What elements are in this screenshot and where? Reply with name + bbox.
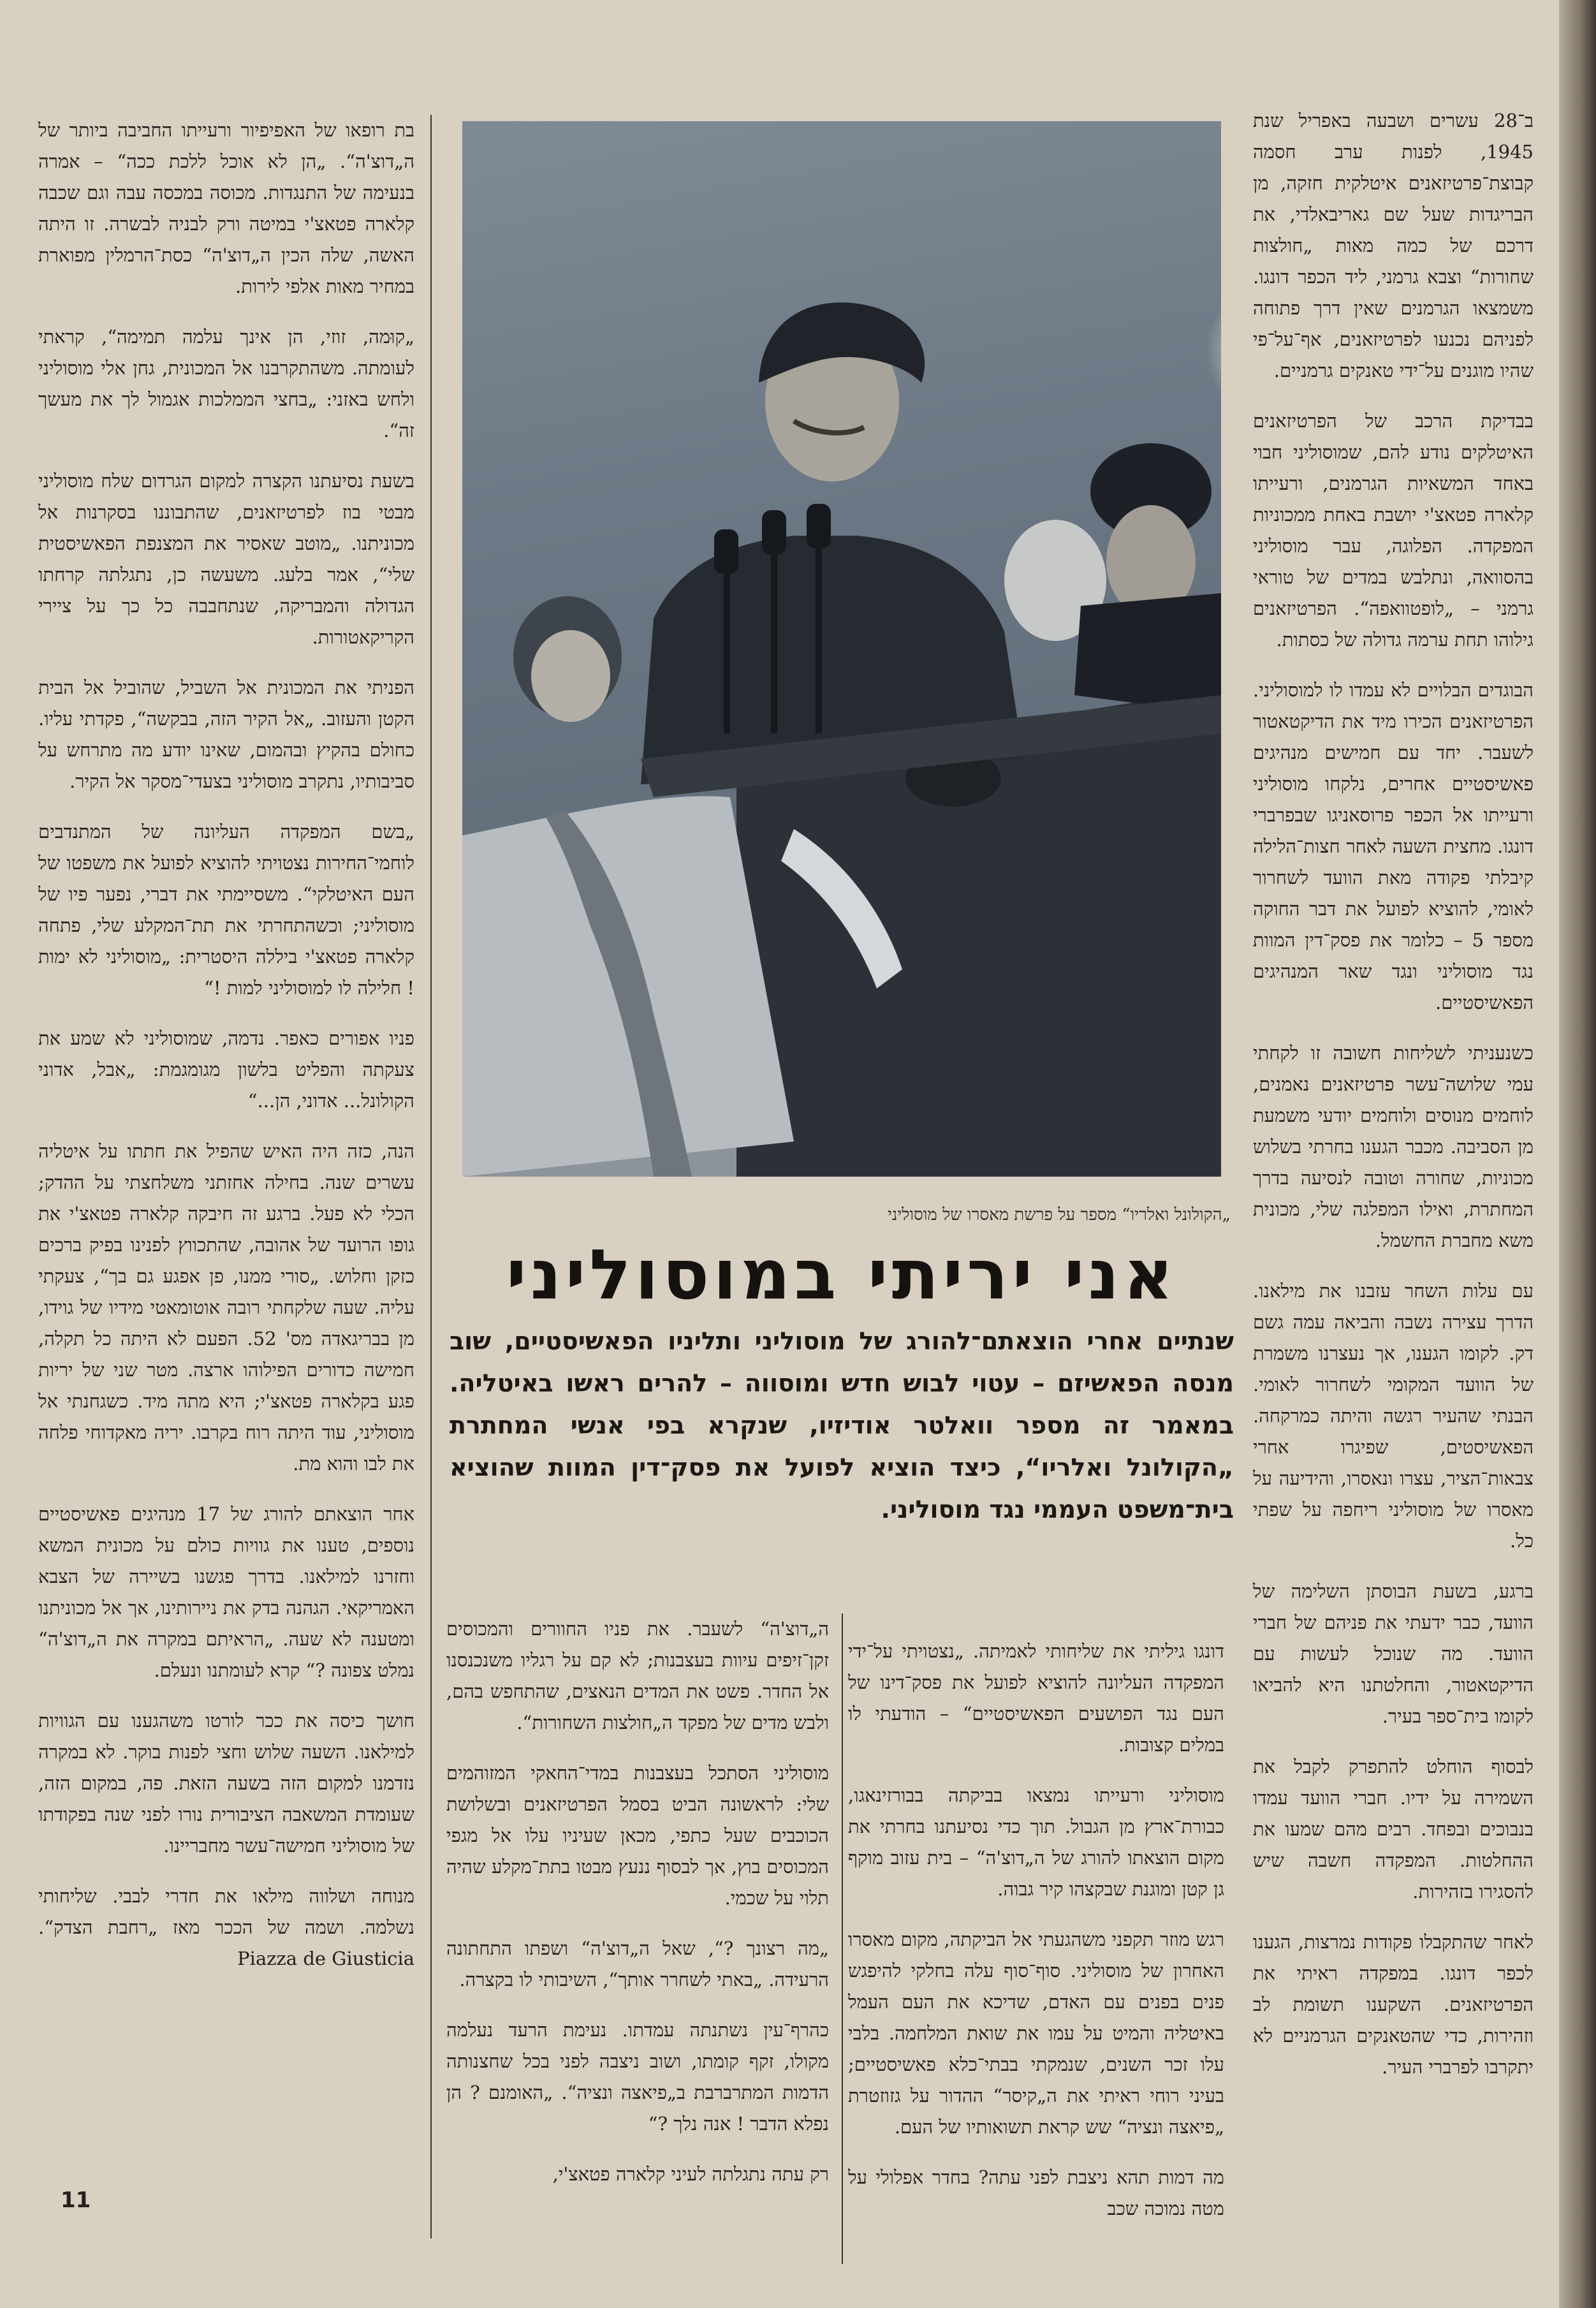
article-intro: שנתיים אחרי הוצאתם־להורג של מוסוליני ותליניו הפאשיסטיים, שוב מנסה הפאשיזם – עטוי לבוש חדש ומוסווה – להרים ראשו באיטליה. במאמר זה מספר וואלטר אודיזיו, שנקרא בפי אנשי המחתרת „הקולונל ואלריו“, כיצד הוציא לפועל את פסק־דין המוות שהוציא בית־משפט העממי נגד מוסוליני.: [450, 1327, 1234, 1524]
mussolini-speech-photo: [462, 121, 1221, 1177]
article-column-middle-right: [848, 1636, 1224, 2264]
article-column-middle-left: [446, 1613, 829, 2264]
paragraph: „מה רצונך ?“, שאל ה„דוצ'ה“ ושפתו התחתונה הרעידה. „באתי לשחרר אותך“, השיבותי לו בקצרה.: [446, 1937, 829, 1990]
page-number: 11: [61, 2187, 91, 2213]
paragraph: בשעת נסיעתנו הקצרה למקום הגרדום שלח מוסוליני מבטי בוז לפרטיזאנים, שהתבוננו בסקרנות אל מכוניתנו. „מוטב שאסיר את המצנפת הפאשיסטית שלי“, אמר בלעג. משעשה כן, נתגלתה קרחתו הגדולה והמבריקה, שנתחבבה כל כך על ציירי הקריקאטורות.: [38, 470, 414, 648]
paragraph: רק עתה נתגלתה לעיני קלארה פטאצ'י,: [552, 2163, 829, 2185]
paragraph: ברגע, בשעת הבוסתן השלימה של הוועד, כבר ידעתי את פניהם של חברי הוועד. מה שנוכל לעשות עם הדיקטאטור, והחלטתנו היא להביאו לקומו בית־ספר בעיר.: [1253, 1580, 1534, 1727]
paragraph: חושך כיסה את ככר לורטו משהגענו עם הגוויות למילאנו. השעה שלוש וחצי לפנות בוקר. לא במקרה נזדמנו למקום הזה בשעה הזאת. פה, במקום הזה, שעומדת המשאבה הציבורית נורו לפני שנה בפקודתו של מוסוליני חמישה־עשר מחבריינו.: [38, 1710, 414, 1856]
column-divider: [842, 1613, 843, 2264]
paragraph: מוסוליני הסתכל בעצבנות במדי־החאקי המזוהמים שלי: לראשונה הביט בסמל הפרטיזאנים ובשלושת הכוכבים שעל כתפי, מכאן שעיניו עלו אל מגפי המכוסים בוץ, אך לבסוף ננעץ מבטו בתת־מקלע שהיה תלוי על שכמי.: [446, 1762, 829, 1909]
column-divider: [430, 115, 432, 2238]
paragraph: עם עלות השחר עזבנו את מילאנו. הדרך עצירה נשבה והביאה עמה גשם דק. לקומו הגענו, אך נעצרנו משמרת של הוועד המקומי לשחרור לאומי. הבנתי שהעיר רגשה והיתה כמרקחה. הפאשיסטים, שפיגרו אחרי צבאות־הציר, עצרו ונאסרו, והידיעה על מאסרו של מוסוליני ריחפה על שפתי כל.: [1253, 1280, 1534, 1552]
photo-caption: „הקולונל ואלריו“ מספר על פרשת מאסרו של מוסוליני: [888, 1205, 1231, 1224]
paragraph: הפניתי את המכונית אל השביל, שהוביל אל הבית הקטן והעזוב. „אל הקיר הזה, בבקשה“, פקדתי עליו. כחולם בהקיץ ובהמום, שאינו יודע מה מתרחש על סביבותיו, נתקרב מוסוליני בצעדי־מסקר אל הקיר.: [38, 677, 414, 792]
paragraph: מוסוליני ורעייתו נמצאו בביקתה בבורזינאגו, כבורת־ארץ מן הגבול. תוך כדי נסיעתנו בחרתי את מקום הוצאתו להורג של ה„דוצ'ה“ – בית עזוב מוקף גן קטן ומוגנת שבקצהו קיר גבוה.: [848, 1784, 1224, 1900]
article-headline: אני יריתי במוסוליני: [506, 1235, 1178, 1315]
paragraph: בת רופאו של האפיפיור ורעייתו החביבה ביותר של ה„דוצ'ה“. „הן לא אוכל ללכת ככה“ – אמרה בנעימה של התנגדות. מכוסה במכסה עבה וגם שכבה קלארה פטאצ'י במיטה ורק לבניה לבשרה. זו היתה האשה, שלה הכין ה„דוצ'ה“ כסת־הרמלין מפוארת במחיר מאות אלפי לירות.: [38, 119, 414, 297]
paragraph: בבדיקת הרכב של הפרטיזאנים האיטלקים נודע להם, שמוסוליני חבוי באחד המשאיות הגרמנים, ורעייתו קלארה פטאצ'י יושבת באחת ממכוניות המפקדה. הפלוגה, עבר מוסוליני בהסוואה, ונתלבש במדים של טוראי גרמני – „לופטוואפה“. הפרטיזאנים גילוהו תחת ערמה גדולה של כסתות.: [1253, 410, 1534, 651]
paragraph: „קוּמה, זוזי, הן אינך עלמה תמימה“, קראתי לעומתה. משהתקרבנו אל המכונית, גחן אלי מוסוליני ולחש באזני: „בחצי הממלכות אגמול לך את מעשך זה“.: [38, 326, 414, 441]
paragraph: ה„דוצ'ה“ לשעבר. את פניו החוורים והמכוסים זקן־זיפים עיוות בעצבנות; לא קם על רגליו משנכנסנו אל החדר. פשט את המדים הנאצים, שהתחפש בהם, ולבש מדים של מפקד ה„חולצות השחורות“.: [446, 1618, 829, 1733]
paragraph: „בשם המפקדה העליונה של המתנדבים לוחמי־החירות נצטויתי להוציא לפועל את משפטו של העם האיטלקי“. משסיימתי את דברי, נפער פיו של מוסוליני; וכשהתחרתי את תת־המקלע שלי, פתחה קלארה פטאצ'י ביללה היסטרית: „מוסוליני לא ימות ! חלילה לו למוסוליני למות !“: [38, 821, 414, 999]
paragraph: הבוגדים הבלויים לא עמדו לו למוסוליני. הפרטיזאנים הכירו מיד את הדיקטאטור לשעבר. יחד עם חמישים מנהיגים פאשיסטיים אחרים, נלקחו מוסוליני ורעייתו אל הכפר פרוסאניגו שבפרברי דונגו. מחצית השעה לאחר חצות־הלילה קיבלתי פקודה מאת הוועד לשחרור לאומי, להוציא לפועל את דבר החוקה מספר 5 – כלומר את פסק־דין המוות נגד מוסוליני ונגד שאר המנהיגים הפאשיסטיים.: [1253, 679, 1534, 1013]
paragraph: פניו אפורים כאפר. נדמה, שמוסוליני לא שמע את צעקתה והפליט בלשון מגומגמת: „אבל, אדוני הקולונל... אדוני, הן...“: [38, 1027, 414, 1112]
photo-illustration: [462, 121, 1221, 1177]
article-column-right: [1253, 105, 1534, 2078]
paragraph: מה דמות תהא ניצבת לפני עתה? בחדר אפלולי על מטה נמוכה שכב: [848, 2166, 1224, 2219]
paragraph: לבסוף הוחלט להתפרק לקבל את השמירה על ידיו. חברי הוועד עמדו בנבוכים ובפחד. רבים מהם שמעו את ההחלטות. המפקדה חשבה שיש להסגירו בזהירות.: [1253, 1756, 1534, 1902]
paragraph: לאחר שהתקבלו פקודות נמרצות, הגענו לכפר דונגו. במפקדה ראיתי את הפרטיזאנים. השקענו תשומת לב וזהירות, כדי שהטאנקים הגרמניים לא יתקרבו לפרברי העיר.: [1253, 1931, 1534, 2078]
paragraph: כשנעניתי לשליחות חשובה זו לקחתי עמי שלושה־עשר פרטיזאנים נאמנים, לוחמים מנוסים ולוחמים יודעי משמעת מן הסביבה. מכבר הגענו בחרתי בשלוש מכוניות, שחורה וטובה לנסיעה בדרך המחתרת, ואילו המפלגה שלי, מכונית משא מחברת החשמל.: [1253, 1042, 1534, 1251]
paragraph: ב־28 עשרים ושבעה באפריל שנת 1945, לפנות ערב חסמה קבוצת־פרטיזאנים איטלקית חזקה, מן הבריגדות שעל שם גאריבאלדי, את דרכם של כמה מאות „חולצות שחורות“ וצבא גרמני, ליד הכפר דונגו. משמצאו הגרמנים שאין דרך פתוחה לפניהם נכנעו לפרטיזאנים, אף־על־פי שהיו מוגנים על־ידי טאנקים גרמניים.: [1253, 110, 1534, 381]
paragraph: רגש מוזר תקפני משהגעתי אל הביקתה, מקום מאסרו האחרון של מוסוליני. סוף־סוף עלה בחלקי להיפגש פנים בפנים עם האדם, שדיכא את העם העמל באיטליה והמיט על עמו את שואת המלחמה. בלבי עלו זכר השנים, שנמקתי בבתי־כלא פאשיסטיים; בעיני רוחי ראיתי את ה„קיסר“ ההדור על גזוזטרת „פיאצה ונציה“ שש קראת תשואותיו של העם.: [848, 1929, 1224, 2138]
paragraph: כהרף־עין נשתנתה עמדתו. נעימת הרעד נעלמה מקולו, זקף קומתו, ושוב ניצבה לפני בכל שחצנותה הדמות המתרברבת ב„פיאצה ונציה“. „האומנם ? הן נפלא הדבר ! אנה נלך ?“: [446, 2019, 829, 2135]
paragraph: אחר הוצאתם להורג של 17 מנהיגים פאשיסטיים נוספים, טענו את גוויות כולם על מכונית המשא וחזרנו למילאנו. בדרך פגשנו בשיירה של הצבא האמריקאי. הגהנה בדק את ניירותינו, אך אל מכוניתנו ומטענה לא שעה. „הראיתם במקרה את ה„דוצ'ה“ נמלט צפונה ?“ קרא לעומתנו ונעלם.: [38, 1503, 414, 1681]
article-column-left: [38, 115, 414, 2238]
paragraph: מנוחה ושלווה מילאו את חדרי לבבי. שליחותי נשלמה. ושמה של הככר מאז „רחבת הצדק“. Piazza de Giusticia: [38, 1885, 414, 1969]
paragraph: הנה, כזה היה האיש שהפיל את חתתו על איטליה עשרים שנה. בחילה אחזתני משלחצתי על ההדק; הכלי לא פעל. ברגע זה חיבקה קלארה פטאצ'י את גופו הרועד של אהובה, שהתכווץ לפנינו בפיק ברכים כזקן וחלוש. „סורי ממנו, פן אפגע גם בך“, צעקתי עליה. שעה שלקחתי רובה אוטומאטי מידיו של גוידו, מן בבריגאדה מס' 52. הפעם לא היתה כל תקלה, חמישה כדורים הפילוהו ארצה. מטר שני של יריות פגע בקלארה פטאצ'י; היא מתה מיד. כשגחנתי אל מוסוליני, עוד היתה רוח בקרבו. יריה מאקדוחי פלחה את לבו והוא מת.: [38, 1140, 414, 1474]
paragraph: דונגו גיליתי את שליחותי לאמיתה. „נצטויתי על־ידי המפקדה העליונה להוציא לפועל את פסק־דינו של העם נגד הפושעים הפאשיסטיים“ – הודעתי לו במלים קצובות.: [848, 1640, 1224, 1756]
page-binding-edge: [1559, 0, 1596, 2308]
